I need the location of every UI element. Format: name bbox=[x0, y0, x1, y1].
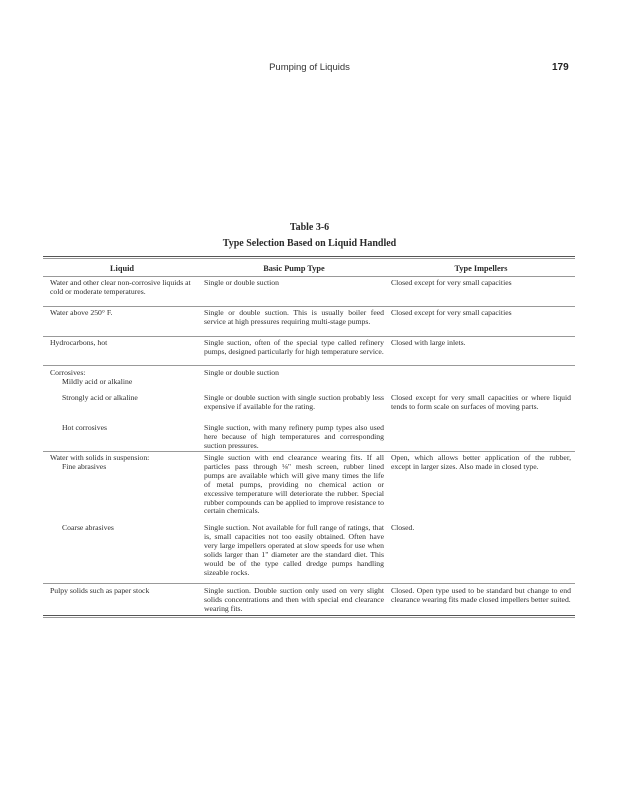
cell-liquid: Pulpy solids such as paper stock bbox=[50, 586, 150, 595]
cell-liquid: Water and other clear non-corrosive liquids at cold or moderate temperatures. bbox=[50, 278, 191, 296]
table-number: Table 3-6 bbox=[289, 222, 330, 233]
cell-impellers: Closed. Open type used to be standard but change to end clearance wearing fits made closed impellers better suited. bbox=[391, 586, 571, 604]
cell-pump-type: Single suction. Not available for full range of ratings, that is, small capacities not too easily obtained. Often have very large impellers operated at slow speeds for use when solids larger than 1" diameter are the standard diet. This would be of the type called dredge pumps handling sizeable rocks. bbox=[204, 523, 384, 577]
cell-liquid: Water above 250° F. bbox=[50, 308, 113, 317]
cell-impellers: Closed except for very small capacities or where liquid tends to form scale on surfaces of moving parts. bbox=[391, 393, 571, 411]
cell-liquid-sub: Mildly acid or alkaline bbox=[62, 377, 133, 386]
table-bottom-rule-2 bbox=[43, 617, 575, 618]
cell-liquid: Hydrocarbons, hot bbox=[50, 338, 108, 347]
cell-pump-type: Single suction with end clearance wearing fits. If all particles pass through ⅛" mesh screen, rubber lined pumps are available which will give many times the life of metal pumps, providing no chemical action or excessive temperature will deteriorate the rubber. Special rubber compounds can be applied to improve resistance to certain chemicals. bbox=[204, 453, 384, 516]
cell-pump-type: Single or double suction. This is usually boiler feed service at high pressures requiring multi-stage pumps. bbox=[204, 308, 384, 326]
cell-pump-type: Single or double suction bbox=[204, 368, 279, 377]
cell-impellers: Closed except for very small capacities bbox=[391, 278, 512, 287]
cell-impellers: Closed with large inlets. bbox=[391, 338, 466, 347]
table-bottom-rule bbox=[43, 615, 575, 616]
header-bottom-rule bbox=[43, 276, 575, 277]
cell-liquid: Corrosives: bbox=[50, 368, 86, 377]
row-divider bbox=[43, 365, 575, 366]
running-header-title: Pumping of Liquids bbox=[269, 62, 350, 73]
cell-liquid: Hot corrosives bbox=[62, 423, 108, 432]
page-number: 179 bbox=[552, 62, 569, 73]
row-divider bbox=[43, 583, 575, 584]
row-divider bbox=[43, 451, 575, 452]
column-header-impellers: Type Impellers bbox=[454, 264, 508, 273]
cell-pump-type: Single suction, with many refinery pump types also used here because of high temperatures and corresponding suction pressures. bbox=[204, 423, 384, 450]
table-title: Type Selection Based on Liquid Handled bbox=[222, 238, 397, 249]
row-divider bbox=[43, 306, 575, 307]
cell-impellers: Closed. bbox=[391, 523, 415, 532]
cell-liquid: Coarse abrasives bbox=[62, 523, 114, 532]
cell-liquid-sub: Fine abrasives bbox=[62, 462, 107, 471]
cell-liquid: Water with solids in suspension: bbox=[50, 453, 150, 462]
cell-pump-type: Single suction. Double suction only used on very slight solids concentrations and then with special end clearance wearing fits. bbox=[204, 586, 384, 613]
column-header-pump-type: Basic Pump Type bbox=[263, 264, 325, 273]
column-header-liquid: Liquid bbox=[110, 264, 134, 273]
cell-pump-type: Single or double suction with single suction probably less expensive if available for the rating. bbox=[204, 393, 384, 411]
table-top-rule bbox=[43, 256, 575, 257]
cell-liquid: Strongly acid or alkaline bbox=[62, 393, 138, 402]
table-top-rule-2 bbox=[43, 258, 575, 259]
cell-impellers: Open, which allows better application of the rubber, except in larger sizes. Also made in closed type. bbox=[391, 453, 571, 471]
row-divider bbox=[43, 336, 575, 337]
cell-pump-type: Single or double suction bbox=[204, 278, 279, 287]
cell-impellers: Closed except for very small capacities bbox=[391, 308, 512, 317]
cell-pump-type: Single suction, often of the special type called refinery pumps, designed particularly for high temperature service. bbox=[204, 338, 384, 356]
